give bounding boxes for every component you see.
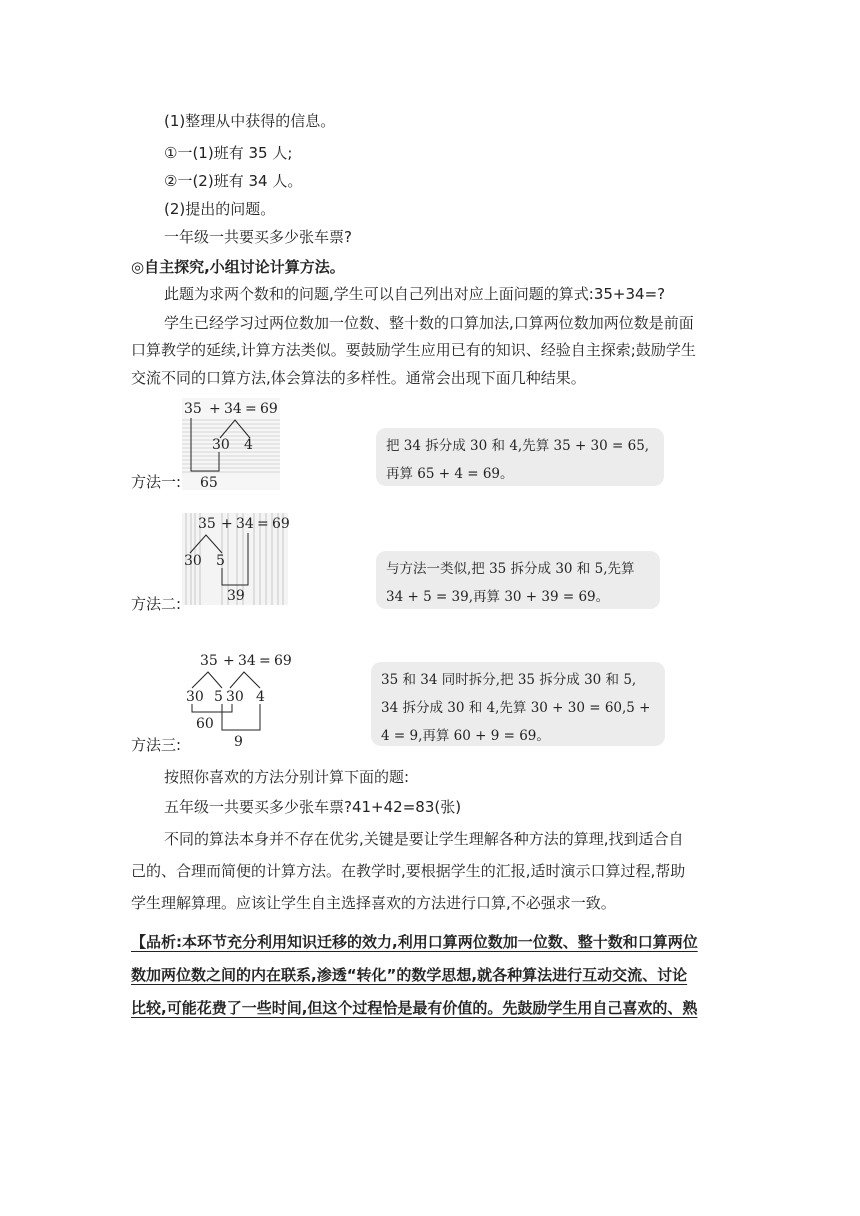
note-line-2: 34 + 5 = 39,再算 30 + 39 = 69。 (386, 589, 610, 605)
eq-b: 34 (238, 653, 256, 669)
split-part-2: 5 (214, 689, 223, 705)
eq-equals: = (257, 516, 269, 532)
closing-line-2: 己的、合理而简便的计算方法。在教学时,要根据学生的汇报,适时演示口算过程,帮助 (131, 862, 686, 880)
partial-sum: 39 (227, 588, 245, 604)
partial-sum-1: 60 (196, 716, 214, 732)
eq-plus: + (223, 653, 235, 669)
method-3-note (371, 662, 665, 746)
practice-prompt: 按照你喜欢的方法分别计算下面的题: (164, 768, 410, 786)
note-line-2: 34 拆分成 30 和 4,先算 30 + 30 = 60,5 + (381, 700, 651, 716)
split-part-1: 30 (184, 553, 202, 569)
eq-equals: = (245, 401, 257, 417)
method-2-diagram (182, 513, 288, 605)
note-line-1: 把 34 拆分成 30 和 4,先算 35 + 30 = 65, (386, 438, 650, 454)
info-heading-1: (1)整理从中获得的信息。 (164, 112, 336, 130)
info-question: 一年级一共要买多少张车票? (164, 228, 352, 246)
closing-line-3: 学生理解算理。应该让学生自主选择喜欢的方法进行口算,不必强求一致。 (131, 894, 616, 912)
split-part-4: 4 (256, 689, 265, 705)
method-2-note (376, 551, 660, 609)
eq-a: 35 (200, 653, 218, 669)
analysis-line-2: 数加两位数之间的内在联系,渗透“转化”的数学思想,就各种算法进行互动交流、讨论 (131, 966, 688, 984)
note-line-1: 35 和 34 同时拆分,把 35 拆分成 30 和 5, (381, 672, 637, 688)
practice-problem: 五年级一共要买多少张车票?41+42=83(张) (164, 798, 462, 816)
analysis-line-3: 比较,可能花费了一些时间,但这个过程恰是最有价值的。先鼓励学生用自己喜欢的、熟 (131, 999, 698, 1017)
info-item-1: ①一(1)班有 35 人; (164, 144, 293, 162)
method-1-note (376, 428, 664, 486)
note-line-2: 再算 65 + 4 = 69。 (386, 466, 514, 482)
eq-b: 34 (224, 401, 242, 417)
eq-result: 69 (272, 516, 290, 532)
eq-plus: + (221, 516, 233, 532)
eq-b: 34 (236, 516, 254, 532)
eq-plus: + (209, 401, 221, 417)
method-2-label: 方法二: (131, 595, 182, 613)
split-part-1: 30 (212, 437, 230, 453)
section-paragraph-2-line-3: 交流不同的口算方法,体会算法的多样性。通常会出现下面几种结果。 (131, 369, 586, 387)
method-3-label: 方法三: (131, 736, 182, 754)
split-part-2: 4 (244, 437, 253, 453)
section-paragraph-2-line-2: 口算教学的延续,计算方法类似。要鼓励学生应用已有的知识、经验自主探索;鼓励学生 (131, 341, 696, 359)
section-paragraph-1: 此题为求两个数和的问题,学生可以自己列出对应上面问题的算式:35+34=? (164, 285, 666, 303)
section-title: ◎自主探究,小组讨论计算方法。 (131, 258, 345, 276)
eq-result: 69 (274, 653, 292, 669)
analysis-line-1: 【品析:本环节充分利用知识迁移的效力,利用口算两位数加一位数、整十数和口算两位 (131, 933, 698, 951)
info-item-2: ②一(2)班有 34 人。 (164, 172, 303, 190)
method-1-label: 方法一: (131, 473, 182, 491)
eq-a: 35 (184, 401, 202, 417)
section-paragraph-2-line-1: 学生已经学习过两位数加一位数、整十数的口算加法,口算两位数加两位数是前面 (164, 314, 694, 332)
closing-line-1: 不同的算法本身并不存在优劣,关键是要让学生理解各种方法的算理,找到适合自 (164, 830, 684, 848)
eq-result: 69 (260, 401, 278, 417)
partial-sum-2: 9 (234, 734, 243, 750)
split-part-3: 30 (226, 689, 244, 705)
method-3-diagram (184, 650, 294, 748)
info-heading-2: (2)提出的问题。 (164, 200, 276, 218)
eq-equals: = (259, 653, 271, 669)
eq-a: 35 (198, 516, 216, 532)
split-part-1: 30 (186, 689, 204, 705)
note-line-1: 与方法一类似,把 35 拆分成 30 和 5,先算 (386, 561, 635, 577)
note-line-3: 4 = 9,再算 60 + 9 = 69。 (381, 728, 550, 744)
method-1-diagram (182, 398, 280, 490)
partial-sum: 65 (200, 475, 218, 491)
split-part-2: 5 (216, 553, 225, 569)
